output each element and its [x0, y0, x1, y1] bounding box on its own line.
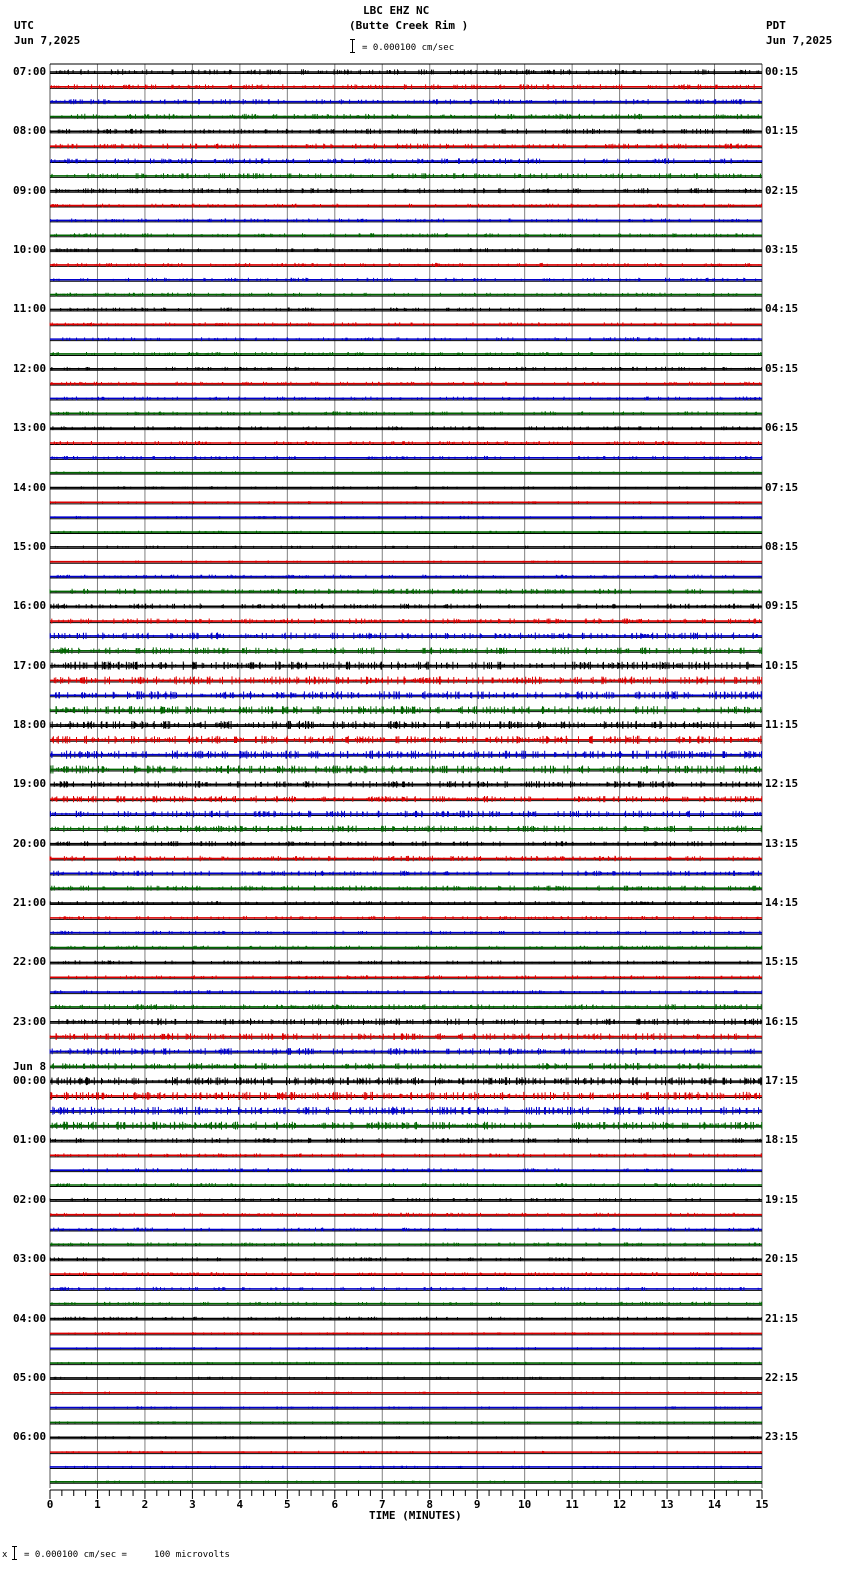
utc-hour-label: 04:00 [13, 1311, 47, 1325]
svg-text:14: 14 [707, 1498, 722, 1511]
utc-hour-label: 02:00 [13, 1192, 47, 1206]
utc-hour-label: 21:00 [13, 896, 47, 910]
pdt-hour-label: 04:15 [765, 302, 799, 316]
utc-hour-label: 01:00 [13, 1133, 47, 1147]
svg-text:8: 8 [426, 1498, 434, 1511]
utc-hour-label: 11:00 [13, 302, 47, 316]
pdt-hour-label: 19:15 [765, 1192, 799, 1206]
svg-text:3: 3 [189, 1498, 196, 1511]
pdt-hour-label: 14:15 [765, 896, 799, 910]
pdt-hour-label: 16:15 [765, 1014, 799, 1028]
svg-text:9: 9 [473, 1498, 481, 1511]
utc-hour-label: 18:00 [13, 717, 47, 731]
utc-hour-label: 09:00 [13, 183, 47, 197]
svg-text:1: 1 [94, 1498, 101, 1511]
svg-text:5: 5 [284, 1498, 291, 1511]
pdt-hour-label: 13:15 [765, 836, 799, 850]
utc-hour-label: 19:00 [13, 777, 47, 791]
utc-hour-label: 23:00 [13, 1014, 47, 1028]
pdt-hour-label: 00:15 [765, 65, 799, 78]
pdt-hour-label: 18:15 [765, 1133, 799, 1147]
svg-text:7: 7 [378, 1498, 386, 1511]
svg-text:10: 10 [518, 1498, 532, 1511]
left-date: Jun 7,2025 [14, 34, 81, 47]
scale-text: = 0.000100 cm/sec [362, 43, 455, 53]
svg-text:15: 15 [755, 1498, 769, 1511]
utc-hour-label: 03:00 [13, 1252, 47, 1266]
utc-date-label: Jun 8 [13, 1060, 47, 1074]
right-timezone: PDT [766, 19, 786, 32]
pdt-hour-label: 20:15 [765, 1252, 799, 1266]
utc-hour-label: 15:00 [13, 539, 47, 553]
right-date: Jun 7,2025 [766, 34, 833, 47]
x-axis-label: TIME (MINUTES) [369, 1509, 462, 1522]
pdt-hour-label: 03:15 [765, 243, 799, 257]
left-timezone: UTC [14, 19, 34, 32]
utc-hour-label: 14:00 [13, 480, 47, 494]
footer-marker: x [2, 1550, 8, 1560]
utc-hour-label: 17:00 [13, 658, 47, 672]
footer-scale-bar-icon [14, 1546, 20, 1560]
pdt-hour-label: 08:15 [765, 539, 799, 553]
utc-hour-label: 16:00 [13, 599, 47, 613]
pdt-hour-label: 22:15 [765, 1370, 799, 1384]
pdt-hour-label: 06:15 [765, 421, 799, 435]
site-name: (Butte Creek Rim ) [349, 19, 469, 32]
pdt-hour-label: 07:15 [765, 480, 799, 494]
utc-hour-label: 00:00 [13, 1074, 47, 1088]
svg-text:6: 6 [331, 1498, 339, 1511]
utc-hour-label: 10:00 [13, 243, 47, 257]
pdt-hour-label: 01:15 [765, 124, 799, 138]
pdt-hour-label: 11:15 [765, 717, 799, 731]
svg-text:2: 2 [141, 1498, 149, 1511]
svg-text:0: 0 [46, 1498, 54, 1511]
pdt-hour-label: 02:15 [765, 183, 799, 197]
utc-hour-label: 06:00 [13, 1430, 47, 1444]
utc-hour-label: 13:00 [13, 421, 47, 435]
utc-hour-label: 22:00 [13, 955, 47, 969]
svg-text:4: 4 [236, 1498, 244, 1511]
svg-text:13: 13 [660, 1498, 674, 1511]
utc-hour-label: 20:00 [13, 836, 47, 850]
pdt-hour-label: 05:15 [765, 361, 799, 375]
pdt-hour-label: 15:15 [765, 955, 799, 969]
pdt-hour-label: 12:15 [765, 777, 799, 791]
pdt-hour-label: 21:15 [765, 1311, 799, 1325]
pdt-hour-label: 09:15 [765, 599, 799, 613]
pdt-hour-label: 10:15 [765, 658, 799, 672]
utc-hour-label: 08:00 [13, 124, 47, 138]
pdt-hour-label: 17:15 [765, 1074, 799, 1088]
pdt-hour-label: 23:15 [765, 1430, 799, 1444]
utc-hour-label: 12:00 [13, 361, 47, 375]
station-title: LBC EHZ NC [363, 4, 430, 17]
svg-text:12: 12 [612, 1498, 627, 1511]
svg-text:11: 11 [565, 1498, 579, 1511]
footer-scale-text: = 0.000100 cm/sec = 100 microvolts [24, 1550, 230, 1560]
utc-hour-label: 07:00 [13, 65, 47, 78]
utc-hour-label: 05:00 [13, 1370, 47, 1384]
